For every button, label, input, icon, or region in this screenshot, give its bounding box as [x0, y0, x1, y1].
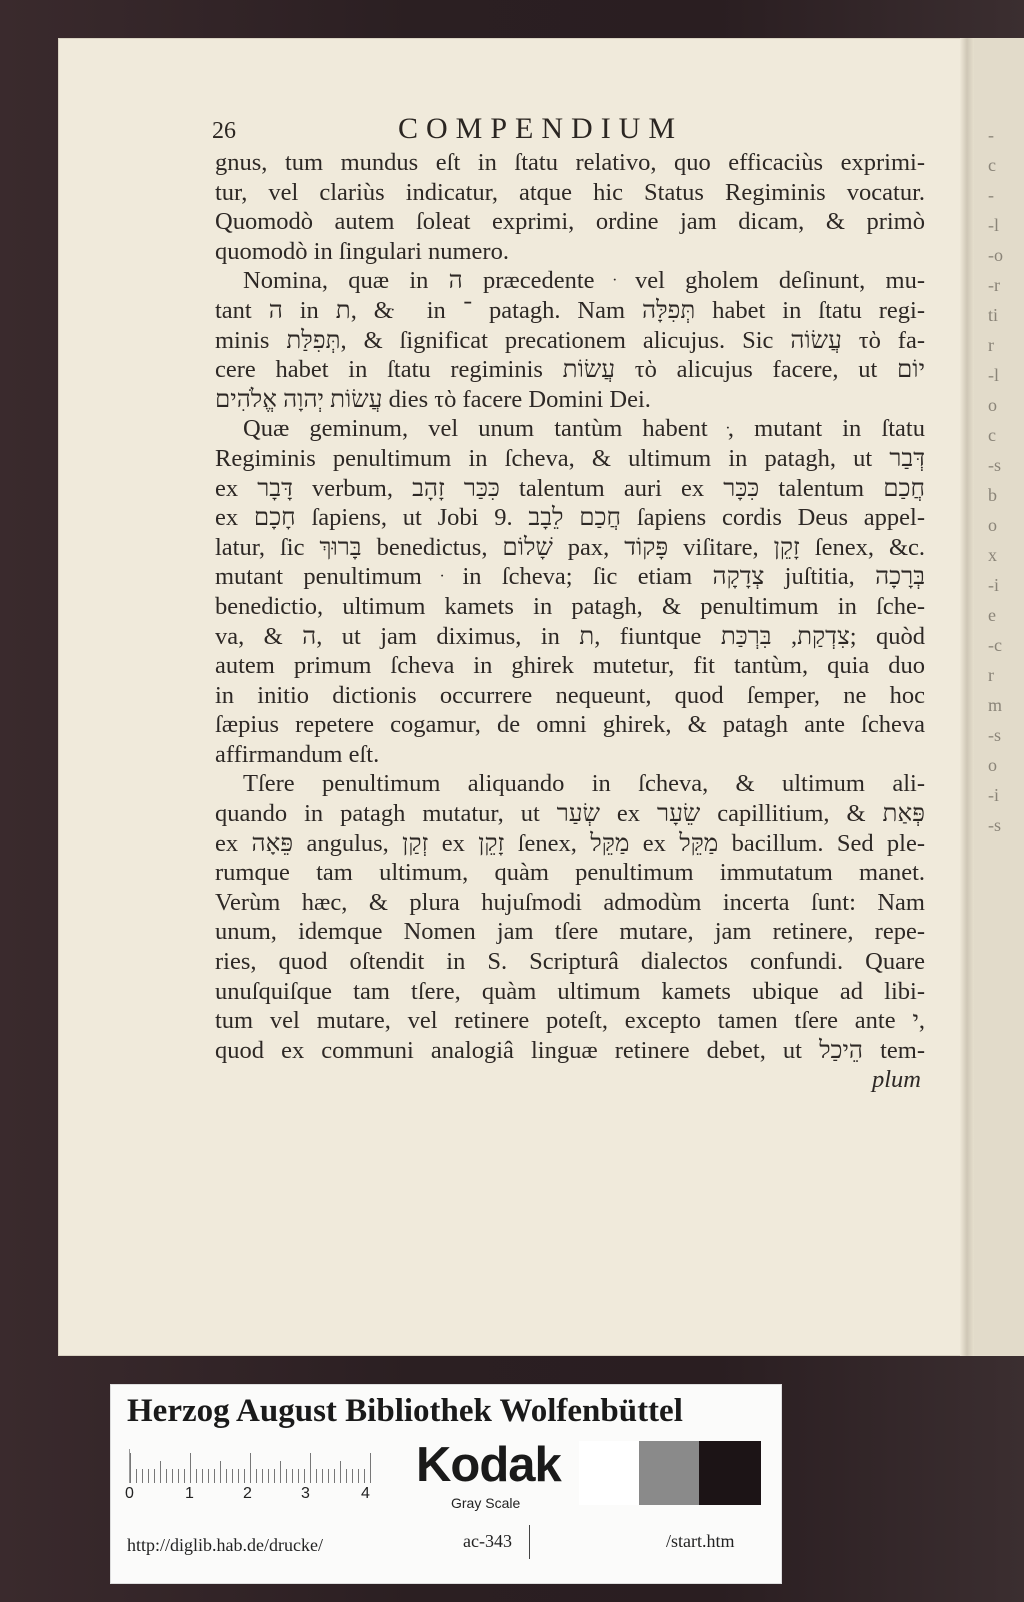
ruler-tick — [304, 1469, 305, 1483]
text-line: va, & ה, ut jam diximus, in ת, fiuntque צִדְקַת, בִּרְכַּת; quòd — [215, 622, 925, 650]
shelfmark-code: ac-343 — [463, 1531, 512, 1551]
ruler-tick — [244, 1469, 245, 1483]
ruler-tick — [136, 1469, 137, 1483]
ruler-tick — [262, 1469, 263, 1483]
ruler-tick — [280, 1461, 281, 1483]
ruler-tick — [178, 1469, 179, 1483]
catchword: plum — [872, 1066, 921, 1094]
ruler-tick — [214, 1469, 215, 1483]
text-line: ſæpius repetere cogamur, de omni ghirek, & patagh ante ſcheva — [215, 711, 925, 739]
ruler-tick — [202, 1469, 203, 1483]
text-line: Quæ geminum, vel unum tantùm habent ּ, mutant in ſtatu — [243, 415, 925, 443]
text-line: autem primum ſcheva in ghirek mutetur, fit tantùm, quia duo — [215, 652, 925, 680]
gray-scale-label: Gray Scale — [451, 1495, 521, 1511]
text-line: benedictio, ultimum kamets in patagh, & penultimum in ſche- — [215, 592, 925, 620]
ruler-number: 1 — [185, 1485, 194, 1502]
text-line: unum, idemque Nomen jam tſere mutare, jam retinere, repe- — [215, 918, 925, 946]
running-head: COMPENDIUM — [398, 112, 684, 145]
text-line: עֲשׂוֹת יְהוָה אֱלֹהִים dies τὸ facere Domini Dei. — [215, 385, 651, 413]
text-line: ex דָּבָר verbum, כִּכַּר זָהָב talentum auri ex כִּכָּר talentum חֲכַם — [215, 474, 925, 502]
kodak-logo: Kodak — [416, 1438, 561, 1492]
ruler-tick — [340, 1461, 341, 1483]
text-line: Tſere penultimum aliquando in ſcheva, & ultimum ali- — [243, 770, 925, 798]
source-url: http://diglib.hab.de/drucke/ — [127, 1535, 323, 1555]
ruler-tick — [238, 1469, 239, 1483]
page-number: 26 — [212, 118, 236, 144]
text-line: Nomina, quæ in ה præcedente ּ vel gholem deſinunt, mu- — [243, 267, 925, 295]
ruler-tick — [172, 1469, 173, 1483]
ruler-tick — [232, 1469, 233, 1483]
color-calibration-target — [110, 1384, 782, 1584]
book-gutter — [960, 38, 974, 1356]
text-line: in initio dictionis occurrere nequeunt, quod ſemper, ne hoc — [215, 681, 925, 709]
facing-page-marks: - c - -l -o -r ti r -l o c -s b o x -i e -c r m -s o -i -s — [988, 125, 1003, 835]
ruler-tick — [142, 1469, 143, 1483]
ruler-tick — [148, 1469, 149, 1483]
start-url: /start.htm — [666, 1531, 735, 1551]
ruler-tick — [364, 1469, 365, 1483]
ruler-tick — [208, 1469, 209, 1483]
text-line: quando in patagh mutatur, ut שְׂעַר ex שֵׂעָר capillitium, & פְּאַת — [215, 800, 925, 828]
text-line: ries, quod oſtendit in S. Scripturâ dialectos confundi. Quare — [215, 948, 925, 976]
text-line: Verùm hæc, & plura hujuſmodi admodùm incerta ſunt: Nam — [215, 888, 925, 916]
text-line: Quomodò autem ſoleat exprimi, ordine jam dicam, & primò — [215, 208, 925, 236]
text-line: tant ה in ת, & ּ in ־ patagh. Nam תְּפִלָּה habet in ſtatu regi- — [215, 296, 925, 324]
text-line: cere habet in ſtatu regiminis עֲשׂוֹת τὸ alicujus facere, ut יוֹם — [215, 356, 925, 384]
ruler-tick — [190, 1453, 191, 1483]
ruler-tick — [268, 1469, 269, 1483]
ruler-tick — [250, 1453, 251, 1483]
ruler-tick — [226, 1469, 227, 1483]
ruler-tick — [316, 1469, 317, 1483]
ruler-tick — [220, 1461, 221, 1483]
text-line: rumque tam ultimum, quàm penultimum immutatum manet. — [215, 859, 925, 887]
ruler-tick — [166, 1469, 167, 1483]
ruler-tick — [274, 1469, 275, 1483]
ruler-tick — [352, 1469, 353, 1483]
gray-patch-black — [699, 1441, 761, 1505]
ruler-tick — [184, 1469, 185, 1483]
ruler-tick — [154, 1469, 155, 1483]
text-line: mutant penultimum ּ in ſcheva; ſic etiam צְדָקָה juſtitia, בְּרָכָה — [215, 563, 925, 591]
text-line: quod ex communi analogiâ linguæ retinere debet, ut הֵיכַל tem- — [215, 1036, 925, 1064]
ruler-tick — [310, 1453, 311, 1483]
text-line: tum vel mutare, vel retinere poteſt, excepto tamen tſere ante י, — [215, 1007, 925, 1035]
ruler-tick — [292, 1469, 293, 1483]
ruler-number: 0 — [125, 1485, 134, 1502]
text-line: gnus, tum mundus eſt in ſtatu relativo, quo efficaciùs exprimi- — [215, 149, 925, 176]
ruler-tick — [196, 1469, 197, 1483]
ruler-tick — [298, 1469, 299, 1483]
ruler-tick — [328, 1469, 329, 1483]
text-line: ex חָכָם ſapiens, ut Jobi 9. חֲכַם לֵבָב ſapiens cordis Deus appel- — [215, 504, 925, 532]
text-line: Regiminis penultimum in ſcheva, & ultimum in patagh, ut דְּבַר — [215, 444, 925, 472]
ruler-tick — [286, 1469, 287, 1483]
ruler-tick — [346, 1469, 347, 1483]
ruler-tick — [256, 1469, 257, 1483]
ruler-number: 2 — [243, 1485, 252, 1502]
text-line: tur, vel clariùs indicatur, atque hic Status Regiminis vocatur. — [215, 178, 925, 206]
text-line: quomodò in ſingulari numero. — [215, 237, 509, 265]
text-line: minis תְּפִלַּת, & ſignificat precationem alicujus. Sic עֲשׂוֹה τὸ fa- — [215, 326, 925, 354]
text-line: ex פֵּאָה angulus, זְקַן ex זָקֵן ſenex, מַקֵּל ex מַקֵּל bacillum. Sed ple- — [215, 829, 925, 857]
ruler-tick — [160, 1461, 161, 1483]
text-line: affirmandum eſt. — [215, 740, 380, 768]
library-name: Herzog August Bibliothek Wolfenbüttel — [127, 1393, 683, 1429]
ruler-number: 4 — [361, 1485, 370, 1502]
measurement-ruler — [129, 1449, 380, 1483]
ruler-tick — [370, 1453, 371, 1483]
ruler-tick — [322, 1469, 323, 1483]
gray-patch-white — [579, 1441, 639, 1505]
ruler-number: 3 — [301, 1485, 310, 1502]
gray-patch-mid — [639, 1441, 699, 1505]
ruler-tick — [358, 1469, 359, 1483]
ruler-tick — [130, 1453, 131, 1483]
ruler-tick — [334, 1469, 335, 1483]
text-line: unuſquiſque tam tſere, quàm ultimum kamets ubique ad libi- — [215, 977, 925, 1005]
text-line: latur, ſic בָּרוּךְ benedictus, שָׁלוֹם pax, פָּקוֹד viſitare, זָקֵן ſenex, &c. — [215, 533, 925, 561]
separator — [529, 1525, 530, 1559]
body-text — [215, 148, 925, 1095]
